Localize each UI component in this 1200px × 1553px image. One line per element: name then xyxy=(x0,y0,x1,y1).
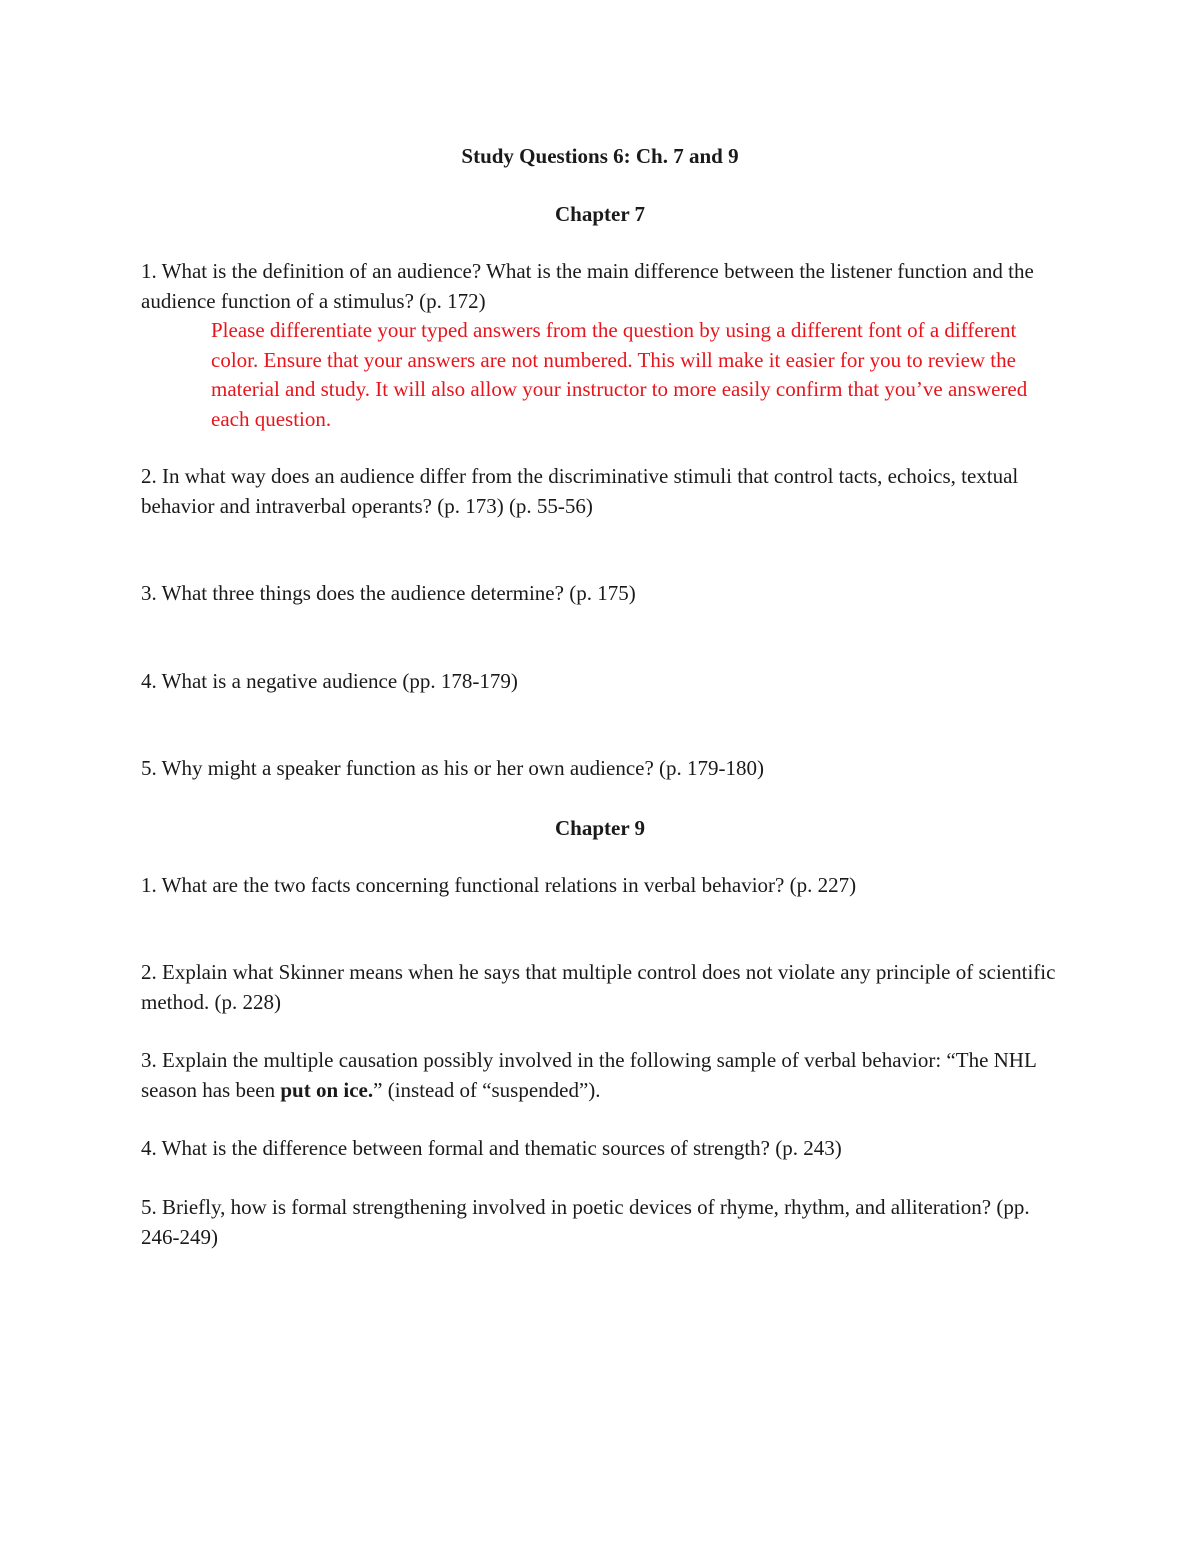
ch9-question-2: 2. Explain what Skinner means when he says that multiple control does not violate any principle of scientific method. (p. 228) xyxy=(141,960,1056,1014)
chapter-7-heading: Chapter 7 xyxy=(554,202,646,226)
ch9-question-3 xyxy=(141,1046,1071,1105)
ch9-question-3-lead: 3. Explain the multiple causation possibly involved in the following sample of verbal behavior: “The NHL season has been xyxy=(141,1048,1037,1102)
ch7-question-4: 4. What is a negative audience (pp. 178-179) xyxy=(141,669,518,693)
ch9-question-3-emphasis: put on ice. xyxy=(280,1077,374,1102)
ch7-question-2: 2. In what way does an audience differ from the discriminative stimuli that control tacts, echoics, textual behavior and intraverbal operants? (p. 173) (p. 55-56) xyxy=(141,464,1019,518)
ch7-question-1: 1. What is the definition of an audience? What is the main difference between the listener function and the audience function of a stimulus? (p. 172) xyxy=(141,259,1034,313)
ch9-question-1: 1. What are the two facts concerning functional relations in verbal behavior? (p. 227) xyxy=(141,873,857,897)
ch7-question-5: 5. Why might a speaker function as his or her own audience? (p. 179-180) xyxy=(141,756,765,780)
ch9-question-3-tail: ” (instead of “suspended”). xyxy=(373,1077,601,1102)
chapter-9-heading: Chapter 9 xyxy=(554,816,646,840)
page-title: Study Questions 6: Ch. 7 and 9 xyxy=(461,144,739,168)
answer-instruction-note: Please differentiate your typed answers from the question by using a different font of a different color. Ensure that your answers are not numbered. This will make it easier for you to review the material and study. It will also allow your instructor to more easily confirm that you’ve answered each question. xyxy=(211,318,1028,431)
ch9-question-4: 4. What is the difference between formal and thematic sources of strength? (p. 243) xyxy=(141,1136,842,1160)
ch7-question-3: 3. What three things does the audience determine? (p. 175) xyxy=(141,581,636,605)
ch9-question-5: 5. Briefly, how is formal strengthening involved in poetic devices of rhyme, rhythm, and alliteration? (pp. 246-249) xyxy=(141,1195,1030,1249)
